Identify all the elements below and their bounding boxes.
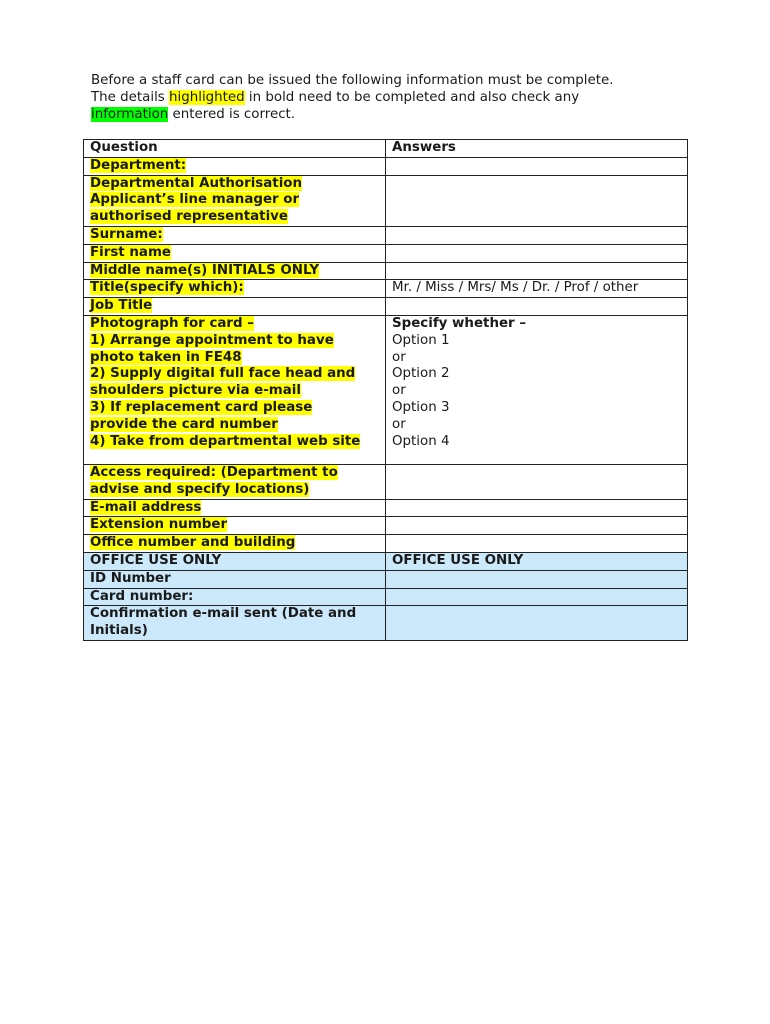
question-cell xyxy=(84,262,386,280)
question-line xyxy=(90,280,379,297)
table-row xyxy=(84,262,688,280)
office-use-row xyxy=(84,552,688,570)
table-row xyxy=(84,175,688,226)
question-line xyxy=(90,553,379,570)
question-text: First name xyxy=(90,244,171,260)
question-text: Extension number xyxy=(90,517,228,533)
question-text: photo taken in FE48 xyxy=(90,349,242,365)
answer-line: Option 2 xyxy=(392,366,450,382)
question-text: Initials) xyxy=(90,623,148,639)
question-cell xyxy=(84,244,386,262)
question-line xyxy=(90,298,379,315)
staff-card-form-table xyxy=(83,139,688,641)
information-word: information xyxy=(91,107,169,122)
answer-cell[interactable] xyxy=(386,262,688,280)
question-line xyxy=(90,192,379,209)
question-cell xyxy=(84,298,386,316)
question-cell xyxy=(84,570,386,588)
intro-line-2-start: The details xyxy=(91,90,170,105)
answer-cell[interactable] xyxy=(386,517,688,535)
question-cell xyxy=(84,226,386,244)
answer-cell[interactable] xyxy=(386,244,688,262)
question-line xyxy=(90,482,379,499)
answer-title: Specify whether – xyxy=(392,315,527,331)
intro-line-2 xyxy=(91,89,691,106)
question-text: OFFICE USE ONLY xyxy=(90,552,222,568)
question-text: Title(specify which): xyxy=(90,280,244,296)
question-text: Card number: xyxy=(90,588,194,604)
question-cell xyxy=(84,588,386,606)
answer-cell[interactable] xyxy=(386,464,688,499)
office-answer-cell[interactable] xyxy=(386,588,688,606)
question-line xyxy=(90,227,379,244)
highlighted-word: highlighted xyxy=(169,90,245,105)
question-cell xyxy=(84,535,386,553)
answer-cell[interactable] xyxy=(386,280,688,298)
intro-line-1: Before a staff card can be issued the following information must be complete. xyxy=(91,73,614,88)
answer-cell[interactable] xyxy=(386,226,688,244)
question-text: provide the card number xyxy=(90,416,278,432)
question-text: Surname: xyxy=(90,226,163,242)
question-text: E-mail address xyxy=(90,499,202,515)
answer-line: Option 3 xyxy=(392,399,450,415)
question-text: 3) If replacement card please xyxy=(90,399,313,415)
question-line xyxy=(90,623,379,640)
question-line xyxy=(90,158,379,175)
question-line xyxy=(90,535,379,552)
question-text: Applicant’s line manager or xyxy=(90,192,300,208)
question-text: Access required: (Department to xyxy=(90,464,338,480)
intro-line-3-end: entered is correct. xyxy=(168,107,296,122)
answer-line: Option 4 xyxy=(392,433,450,449)
question-text: Job Title xyxy=(90,298,153,314)
answer-cell[interactable] xyxy=(386,175,688,226)
question-line xyxy=(90,366,379,383)
answer-cell[interactable] xyxy=(386,157,688,175)
question-line xyxy=(90,606,379,623)
table-row xyxy=(84,298,688,316)
table-row xyxy=(84,226,688,244)
question-text: 2) Supply digital full face head and xyxy=(90,366,356,382)
question-header: Question xyxy=(84,140,386,158)
table-row xyxy=(84,280,688,298)
table-row xyxy=(84,464,688,499)
question-cell xyxy=(84,499,386,517)
table-row xyxy=(84,517,688,535)
question-text: advise and specify locations) xyxy=(90,481,310,497)
question-line xyxy=(90,350,379,367)
question-line xyxy=(90,589,379,606)
answer-line: or xyxy=(392,383,406,399)
question-cell xyxy=(84,464,386,499)
question-line xyxy=(90,333,379,350)
question-line xyxy=(90,500,379,517)
question-text: shoulders picture via e-mail xyxy=(90,383,301,399)
answer-line: or xyxy=(392,416,406,432)
question-line xyxy=(90,400,379,417)
answer-line: or xyxy=(392,349,406,365)
answer-cell[interactable] xyxy=(386,535,688,553)
office-answer-cell[interactable] xyxy=(386,606,688,641)
office-answer-cell[interactable]: OFFICE USE ONLY xyxy=(386,552,688,570)
office-use-row xyxy=(84,588,688,606)
question-cell xyxy=(84,517,386,535)
table-row xyxy=(84,315,688,464)
question-cell xyxy=(84,552,386,570)
question-text: Photograph for card – xyxy=(90,315,254,331)
question-text: 4) Take from departmental web site xyxy=(90,433,361,449)
intro-text xyxy=(91,72,691,123)
office-use-row xyxy=(84,570,688,588)
question-line xyxy=(90,263,379,280)
table-row xyxy=(84,157,688,175)
question-text: 1) Arrange appointment to have xyxy=(90,332,334,348)
question-text: Office number and building xyxy=(90,535,296,551)
intro-line-2-end: in bold need to be completed and also check any xyxy=(244,90,580,105)
question-line xyxy=(90,245,379,262)
answer-cell[interactable] xyxy=(386,499,688,517)
question-text: authorised representative xyxy=(90,209,288,225)
question-text: Confirmation e-mail sent (Date and xyxy=(90,606,357,622)
table-row xyxy=(84,535,688,553)
question-cell xyxy=(84,157,386,175)
office-use-row xyxy=(84,606,688,641)
question-text: Middle name(s) INITIALS ONLY xyxy=(90,262,320,278)
question-cell xyxy=(84,175,386,226)
answers-header: Answers xyxy=(386,140,688,158)
question-line xyxy=(90,417,379,434)
table-row xyxy=(84,244,688,262)
question-line xyxy=(90,176,379,193)
answer-cell[interactable] xyxy=(386,298,688,316)
question-cell xyxy=(84,280,386,298)
answer-line: Mr. / Miss / Mrs/ Ms / Dr. / Prof / other xyxy=(392,280,639,296)
question-cell xyxy=(84,606,386,641)
question-line xyxy=(90,465,379,482)
question-text: Departmental Authorisation xyxy=(90,175,303,191)
question-line xyxy=(90,316,379,333)
intro-line-3 xyxy=(91,106,691,123)
question-text: ID Number xyxy=(90,570,171,586)
office-answer-cell[interactable] xyxy=(386,570,688,588)
question-text: Department: xyxy=(90,157,187,173)
question-line xyxy=(90,517,379,534)
question-line xyxy=(90,434,379,451)
question-line xyxy=(90,209,379,226)
form-table-body xyxy=(84,140,688,641)
table-row xyxy=(84,499,688,517)
question-line xyxy=(90,383,379,400)
answer-cell[interactable] xyxy=(386,315,688,464)
table-header-row xyxy=(84,140,688,158)
question-line xyxy=(90,571,379,588)
question-cell xyxy=(84,315,386,464)
answer-line: Option 1 xyxy=(392,332,450,348)
